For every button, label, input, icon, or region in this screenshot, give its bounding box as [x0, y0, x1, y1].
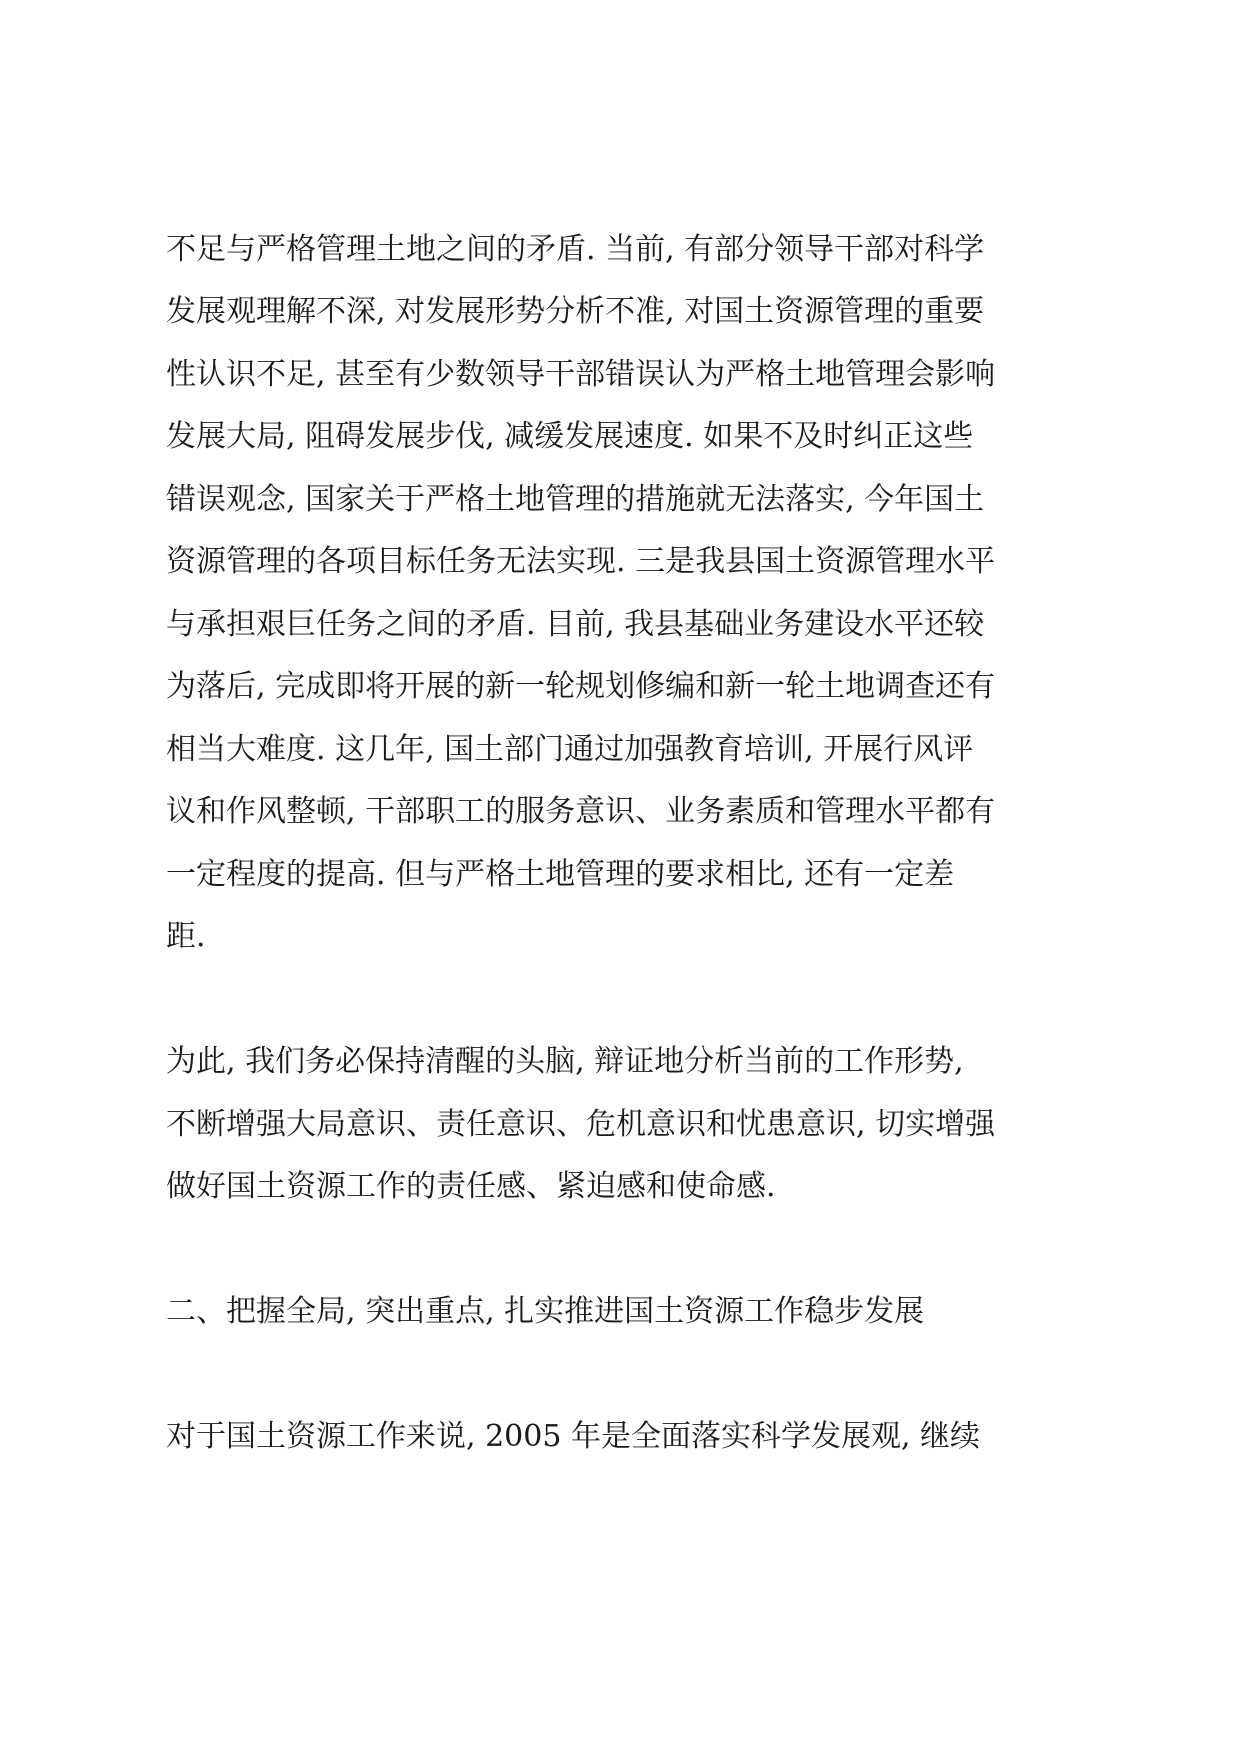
paragraph-line: 不足与严格管理土地之间的矛盾. 当前, 有部分领导干部对科学 [166, 232, 985, 267]
paragraph-line: 为此, 我们务必保持清醒的头脑, 辩证地分析当前的工作形势, [166, 1044, 964, 1079]
paragraph-line: 发展观理解不深, 对发展形势分析不准, 对国土资源管理的重要 [166, 294, 985, 329]
paragraph-line: 一定程度的提高. 但与严格土地管理的要求相比, 还有一定差 [166, 857, 955, 892]
paragraph-line: 为落后, 完成即将开展的新一轮规划修编和新一轮土地调查还有 [166, 669, 996, 704]
paragraph-line: 相当大难度. 这几年, 国土部门通过加强教育培训, 开展行风评 [166, 732, 974, 767]
section-heading: 二、把握全局, 突出重点, 扎实推进国土资源工作稳步发展 [166, 1294, 925, 1329]
paragraph-line: 发展大局, 阻碍发展步伐, 减缓发展速度. 如果不及时纠正这些 [166, 419, 974, 454]
paragraph-line: 性认识不足, 甚至有少数领导干部错误认为严格土地管理会影响 [166, 357, 996, 392]
paragraph-line: 错误观念, 国家关于严格土地管理的措施就无法落实, 今年国土 [166, 482, 985, 517]
paragraph-line: 议和作风整顿, 干部职工的服务意识、业务素质和管理水平都有 [166, 794, 996, 829]
paragraph-line: 与承担艰巨任务之间的矛盾. 目前, 我县基础业务建设水平还较 [166, 607, 985, 642]
paragraph-line: 资源管理的各项目标任务无法实现. 三是我县国土资源管理水平 [166, 544, 996, 579]
paragraph-line: 不断增强大局意识、责任意识、危机意识和忧患意识, 切实增强 [166, 1107, 996, 1142]
paragraph-line: 距. [166, 919, 206, 954]
paragraph-line: 对于国土资源工作来说, 2005 年是全面落实科学发展观, 继续 [166, 1419, 981, 1454]
paragraph-line: 做好国土资源工作的责任感、紧迫感和使命感. [166, 1169, 776, 1204]
